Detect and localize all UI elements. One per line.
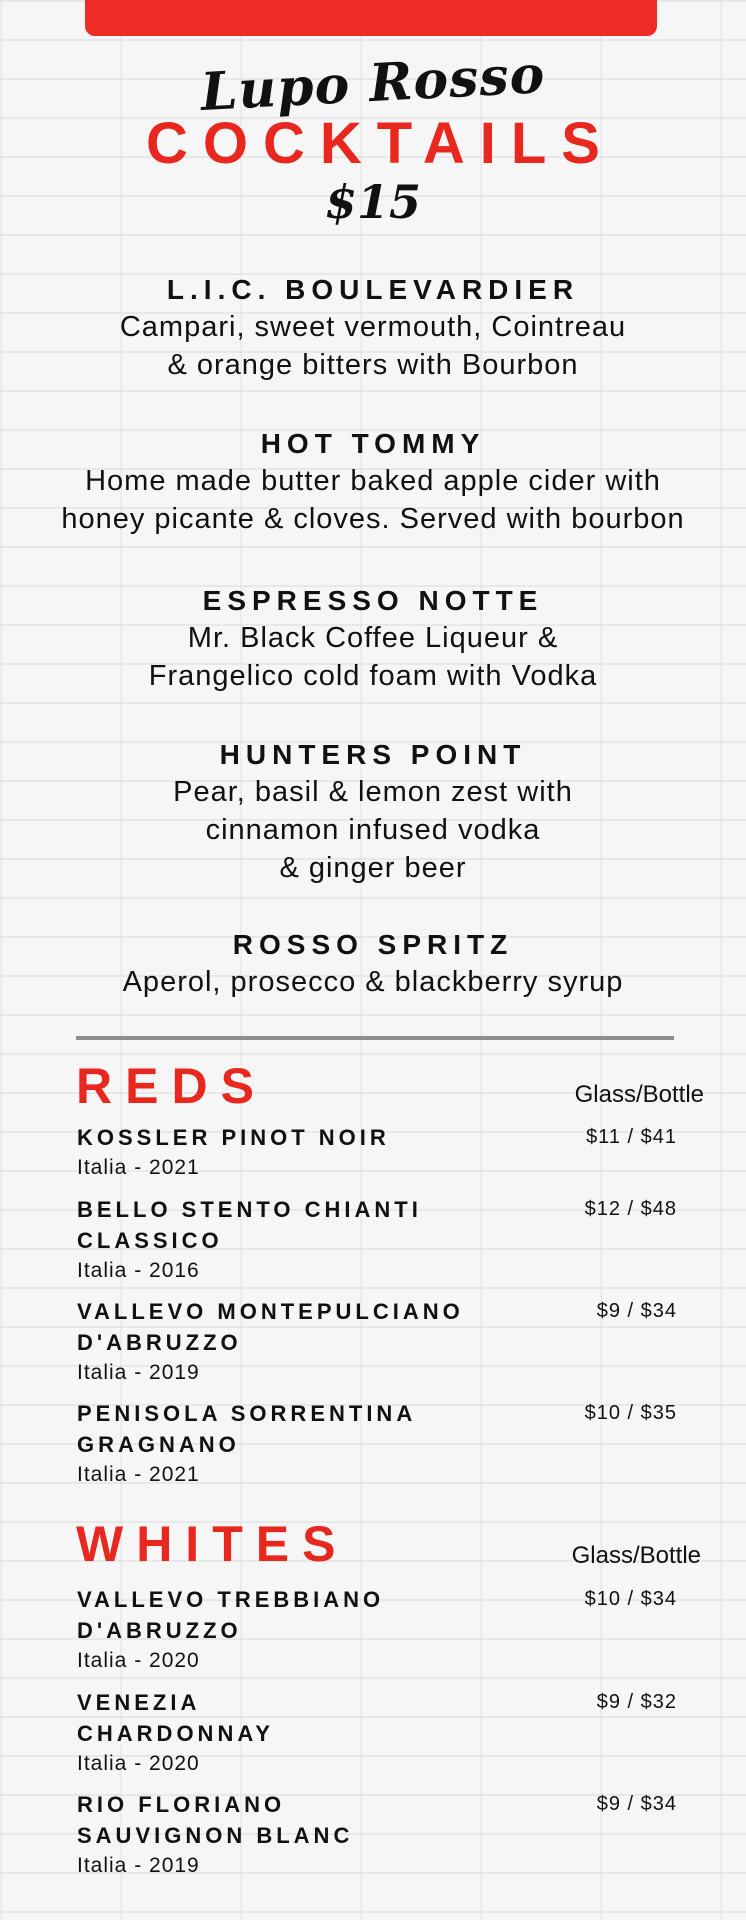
whites-title: WHITES — [76, 1516, 349, 1572]
wine-price: $9 / $34 — [596, 1300, 677, 1322]
wine-name: PENISOLA SORRENTINA GRAGNANO — [77, 1401, 417, 1457]
wine-origin: Italia - 2021 — [77, 1463, 200, 1486]
top-accent-bar — [85, 0, 657, 36]
wine-item — [77, 1296, 677, 1387]
wine-item — [77, 1584, 677, 1675]
wine-origin: Italia - 2021 — [77, 1156, 200, 1179]
cocktail-item — [0, 927, 746, 1001]
cocktail-description: Pear, basil & lemon zest with cinnamon infused vodka & ginger beer — [173, 776, 573, 884]
cocktail-name: ROSSO SPRITZ — [232, 929, 514, 960]
wine-price: $10 / $35 — [584, 1402, 677, 1424]
cocktail-description: Campari, sweet vermouth, Cointreau & orange bitters with Bourbon — [119, 311, 627, 381]
wine-origin: Italia - 2019 — [77, 1361, 200, 1384]
wine-name: KOSSLER PINOT NOIR — [77, 1125, 390, 1150]
cocktail-price: $15 — [324, 175, 422, 229]
wine-price: $11 / $41 — [586, 1126, 677, 1148]
wine-item — [77, 1687, 677, 1778]
wine-origin: Italia - 2016 — [77, 1259, 200, 1282]
wine-price: $9 / $34 — [596, 1793, 677, 1815]
cocktail-description: Aperol, prosecco & blackberry syrup — [122, 966, 624, 998]
section-divider — [76, 1036, 674, 1040]
wine-price: $10 / $34 — [584, 1588, 677, 1610]
wine-name: BELLO STENTO CHIANTI CLASSICO — [77, 1197, 422, 1253]
wine-item — [77, 1122, 677, 1182]
cocktail-item — [0, 583, 746, 695]
reds-title: REDS — [76, 1058, 267, 1114]
wine-price: $9 / $32 — [596, 1691, 677, 1713]
reds-price-header: Glass/Bottle — [574, 1081, 704, 1108]
cocktail-description: Mr. Black Coffee Liqueur & Frangelico cold foam with Vodka — [148, 622, 598, 692]
cocktail-name: ESPRESSO NOTTE — [202, 585, 544, 616]
cocktail-item — [0, 426, 746, 538]
wine-item — [77, 1398, 677, 1489]
whites-price-header: Glass/Bottle — [571, 1542, 701, 1569]
wine-item — [77, 1194, 677, 1285]
wine-price: $12 / $48 — [584, 1198, 677, 1220]
wine-item — [77, 1789, 677, 1880]
cocktail-name: HUNTERS POINT — [219, 739, 527, 770]
wine-name: VENEZIA CHARDONNAY — [77, 1690, 274, 1746]
cocktail-name: HOT TOMMY — [260, 428, 486, 459]
wine-name: VALLEVO TREBBIANO D'ABRUZZO — [77, 1587, 385, 1643]
wine-origin: Italia - 2020 — [77, 1649, 200, 1672]
cocktail-item — [0, 737, 746, 887]
wine-name: VALLEVO MONTEPULCIANO D'ABRUZZO — [77, 1299, 464, 1355]
cocktails-title: COCKTAILS — [145, 111, 615, 176]
wine-origin: Italia - 2020 — [77, 1752, 200, 1775]
wine-name: RIO FLORIANO SAUVIGNON BLANC — [77, 1792, 354, 1848]
cocktail-name: L.I.C. BOULEVARDIER — [166, 274, 580, 305]
brand-logo: Lupo Rosso — [199, 44, 547, 123]
cocktail-description: Home made butter baked apple cider with honey picante & cloves. Served with bourbon — [61, 465, 685, 535]
cocktail-item — [0, 272, 746, 384]
wine-origin: Italia - 2019 — [77, 1854, 200, 1877]
